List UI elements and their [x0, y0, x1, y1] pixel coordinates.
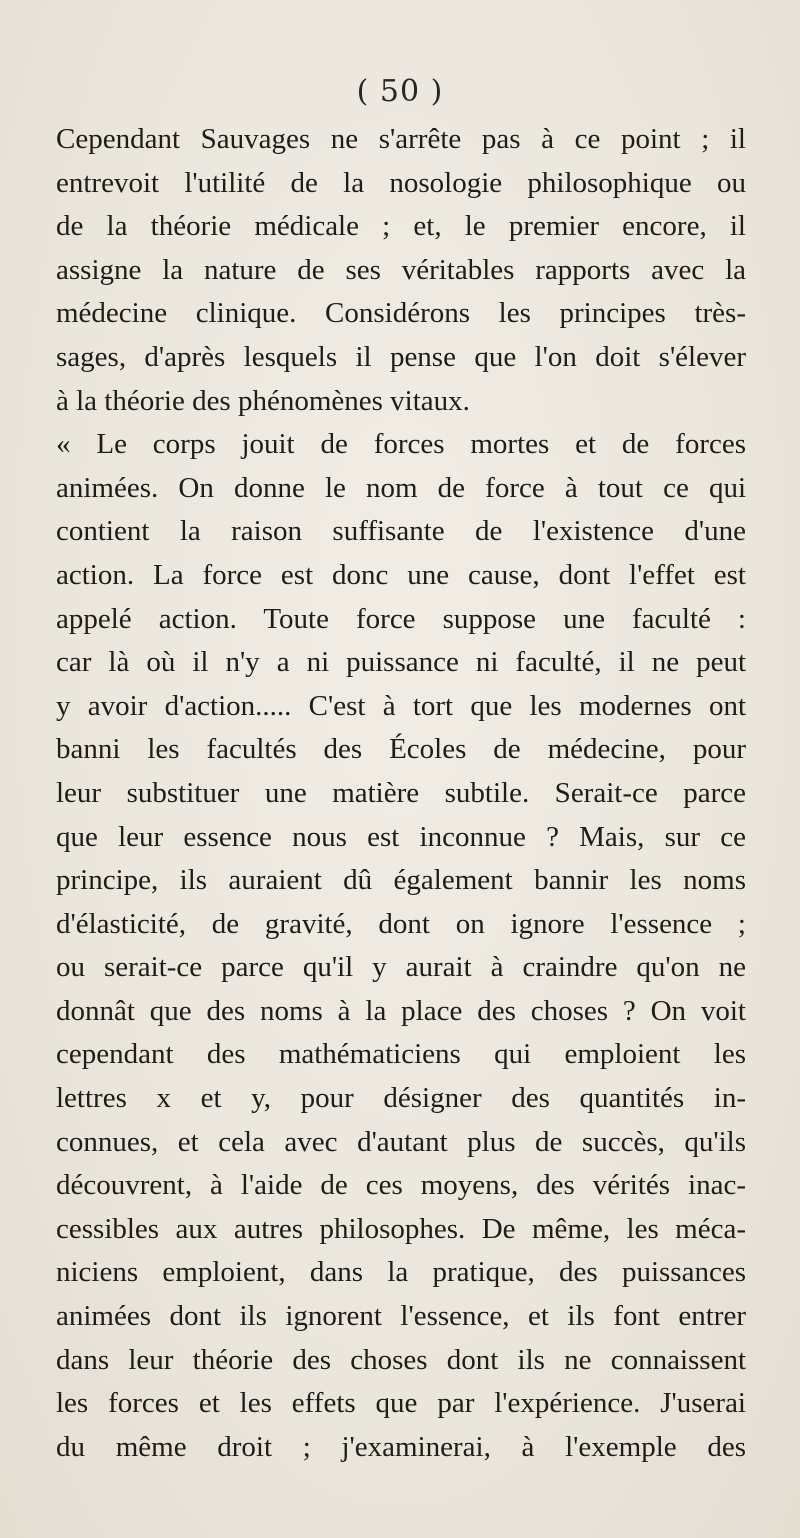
text-line: lettres x et y, pour désigner des quantités in-	[56, 1082, 746, 1115]
page-number: ( 50 )	[356, 74, 444, 109]
text-line: animées dont ils ignorent l'essence, et ils font entrer	[56, 1300, 746, 1333]
text-line: entrevoit l'utilité de la nosologie philosophique ou	[56, 166, 746, 199]
text-line: d'élasticité, de gravité, dont on ignore l'essence ;	[56, 907, 746, 940]
text-line: leur substituer une matière subtile. Serait-ce parce	[56, 776, 746, 809]
text-line: principe, ils auraient dû également bannir les noms	[56, 864, 746, 897]
text-line: connues, et cela avec d'autant plus de succès, qu'ils	[56, 1125, 746, 1158]
text-line: à la théorie des phénomènes vitaux.	[56, 384, 470, 417]
text-line: ou serait-ce parce qu'il y aurait à craindre qu'on ne	[56, 951, 746, 984]
text-line: y avoir d'action..... C'est à tort que les modernes ont	[56, 689, 746, 722]
text-line: donnât que des noms à la place des choses ? On voit	[56, 994, 746, 1027]
text-line: les forces et les effets que par l'expérience. J'userai	[56, 1387, 746, 1420]
text-line: banni les facultés des Écoles de médecine, pour	[56, 733, 746, 766]
text-line: contient la raison suffisante de l'existence d'une	[56, 515, 746, 548]
text-line: appelé action. Toute force suppose une faculté :	[56, 602, 746, 635]
text-line: niciens emploient, dans la pratique, des puissances	[56, 1256, 746, 1289]
text-line: que leur essence nous est inconnue ? Mais, sur ce	[56, 820, 746, 853]
text-line: médecine clinique. Considérons les principes très-	[56, 297, 746, 330]
text-line: cependant des mathématiciens qui emploient les	[56, 1038, 746, 1071]
text-line: animées. On donne le nom de force à tout ce qui	[56, 471, 746, 504]
text-line: dans leur théorie des choses dont ils ne connaissent	[56, 1343, 746, 1376]
text-line: car là où il n'y a ni puissance ni faculté, il ne peut	[56, 646, 746, 679]
text-line: du même droit ; j'examinerai, à l'exemple des	[56, 1430, 746, 1463]
text-line: découvrent, à l'aide de ces moyens, des vérités inac-	[56, 1169, 746, 1202]
text-line: cessibles aux autres philosophes. De même, les méca-	[56, 1212, 746, 1245]
text-line: de la théorie médicale ; et, le premier encore, il	[56, 210, 746, 243]
text-line: sages, d'après lesquels il pense que l'on doit s'élever	[56, 340, 746, 373]
text-line: Cependant Sauvages ne s'arrête pas à ce point ; il	[56, 123, 746, 155]
text-line: « Le corps jouit de forces mortes et de forces	[56, 428, 746, 461]
text-line: action. La force est donc une cause, dont l'effet est	[56, 558, 746, 591]
body-text	[56, 118, 746, 1469]
text-line: assigne la nature de ses véritables rapports avec la	[56, 253, 746, 286]
